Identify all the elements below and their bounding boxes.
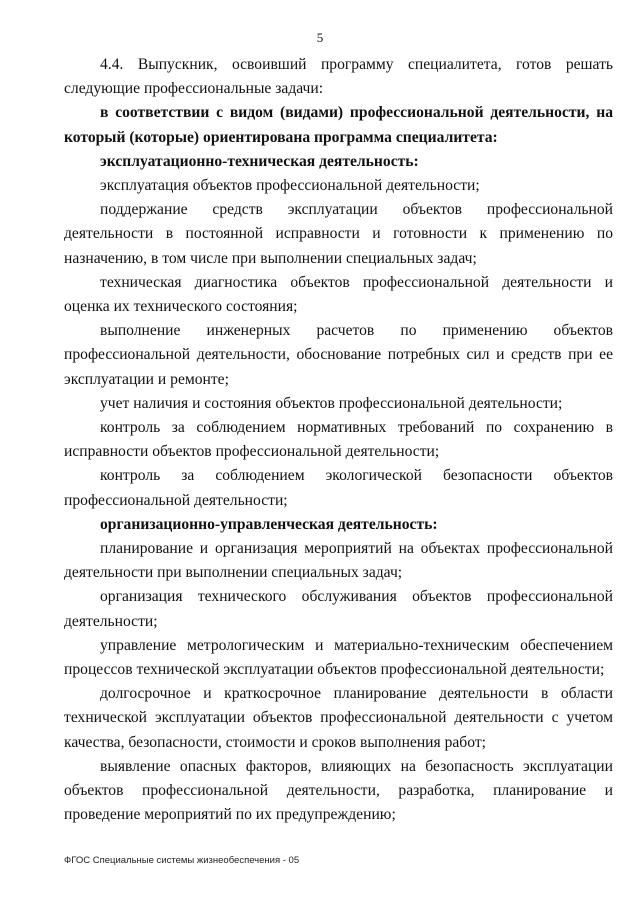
list-item: управление метрологическим и материально-техническим обеспечением процессов технической эксплуатации объектов профессиональной деятельности;	[64, 636, 613, 679]
list-item: техническая диагностика объектов профессиональной деятельности и оценка их технического состояния;	[64, 273, 613, 316]
list-item: эксплуатация объектов профессиональной деятельности;	[100, 177, 480, 195]
list-item: планирование и организация мероприятий на объектах профессиональной деятельности при выполнении специальных задач;	[64, 540, 613, 582]
page-number: 5	[316, 30, 324, 45]
section-title-organizational-managerial: организационно-управленческая деятельность:	[100, 515, 438, 533]
list-item: контроль за соблюдением экологической безопасности объектов профессиональной деятельности;	[64, 467, 613, 509]
list-item: долгосрочное и краткосрочное планирование деятельности в области технической эксплуатации объектов профессиональной деятельности с учетом качества, безопасности, стоимости и сроков выполнения работ;	[64, 685, 613, 751]
document-body	[64, 53, 613, 828]
list-item: выявление опасных факторов, влияющих на безопасность эксплуатации объектов профессиональной деятельности, разработка, планирование и проведение мероприятий по их предупреждению;	[64, 757, 613, 824]
list-item: выполнение инженерных расчетов по применению объектов профессиональной деятельности, обоснование потребных сил и средств при ее эксплуатации и ремонте;	[64, 322, 613, 388]
list-item: учет наличия и состояния объектов профессиональной деятельности;	[100, 394, 563, 412]
section-title-operational-technical: эксплуатационно-техническая деятельность:	[100, 152, 419, 170]
list-item: контроль за соблюдением нормативных требований по сохранению в исправности объектов профессиональной деятельности;	[64, 419, 613, 461]
list-item: поддержание средств эксплуатации объектов профессиональной деятельности в постоянной исправности и готовности к применению по назначению, в том числе при выполнении специальных задач;	[64, 201, 613, 267]
page-footer: ФГОС Специальные системы жизнеобеспечения - 05	[64, 855, 300, 866]
intro-paragraph: 4.4. Выпускник, освоивший программу специалитета, готов решать следующие профессиональные задачи:	[64, 56, 613, 98]
list-item: организация технического обслуживания объектов профессиональной деятельности;	[64, 588, 613, 630]
activity-types-heading: в соответствии с видом (видами) профессиональной деятельности, на который (которые) ориентирована программа специалитета:	[64, 104, 613, 146]
